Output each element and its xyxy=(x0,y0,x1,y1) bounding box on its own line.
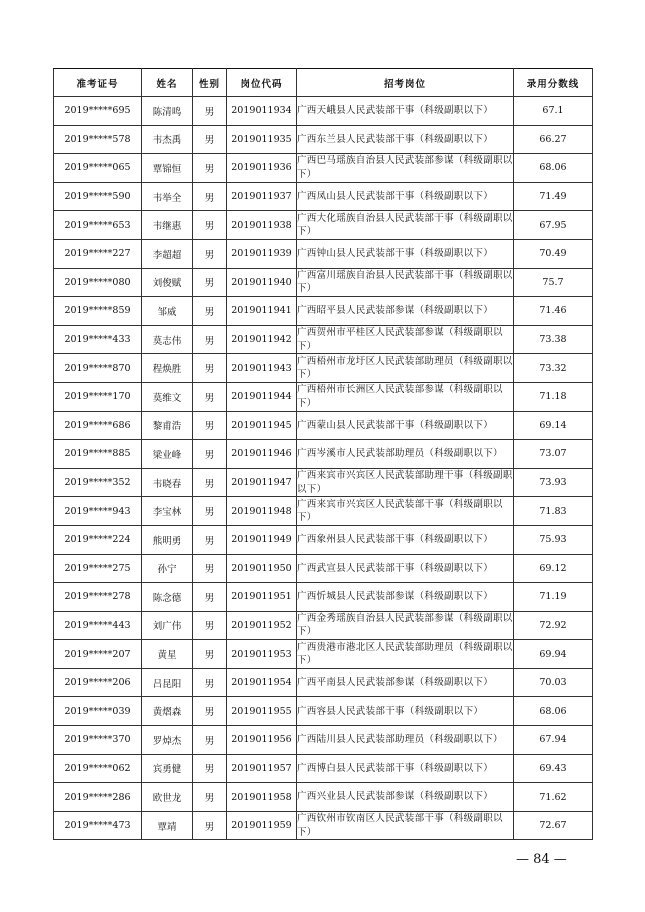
cell-sex: 男 xyxy=(193,239,227,268)
cell-sex: 男 xyxy=(193,154,227,183)
cell-position-code: 2019011953 xyxy=(227,640,297,669)
cell-exam-id: 2019*****227 xyxy=(54,239,142,268)
cell-score: 71.62 xyxy=(514,783,593,812)
cell-position: 广西忻城县人民武装部参谋（科级副职以下） xyxy=(297,583,514,612)
cell-exam-id: 2019*****859 xyxy=(54,297,142,326)
cell-position: 广西平南县人民武装部参谋（科级副职以下） xyxy=(297,668,514,697)
cell-exam-id: 2019*****039 xyxy=(54,697,142,726)
cell-sex: 男 xyxy=(193,382,227,411)
table-row xyxy=(54,811,593,840)
cell-exam-id: 2019*****590 xyxy=(54,182,142,211)
cell-score: 71.19 xyxy=(514,583,593,612)
cell-position-code: 2019011942 xyxy=(227,325,297,354)
table-row xyxy=(54,668,593,697)
table-row xyxy=(54,640,593,669)
cell-position: 广西博白县人民武装部干事（科级副职以下） xyxy=(297,754,514,783)
cell-sex: 男 xyxy=(193,754,227,783)
cell-score: 70.49 xyxy=(514,239,593,268)
cell-exam-id: 2019*****278 xyxy=(54,583,142,612)
table-row xyxy=(54,468,593,497)
cell-sex: 男 xyxy=(193,125,227,154)
cell-sex: 男 xyxy=(193,640,227,669)
table-row xyxy=(54,554,593,583)
cell-position: 广西蒙山县人民武装部干事（科级副职以下） xyxy=(297,411,514,440)
cell-position: 广西梧州市龙圩区人民武装部助理员（科级副职以下） xyxy=(297,354,514,383)
cell-score: 69.14 xyxy=(514,411,593,440)
cell-name: 李宝林 xyxy=(142,497,193,526)
cell-sex: 男 xyxy=(193,726,227,755)
cell-position-code: 2019011940 xyxy=(227,268,297,297)
cell-position: 广西天峨县人民武装部干事（科级副职以下） xyxy=(297,97,514,126)
cell-score: 71.46 xyxy=(514,297,593,326)
cell-position-code: 2019011949 xyxy=(227,525,297,554)
cell-name: 欧世龙 xyxy=(142,783,193,812)
cell-position: 广西大化瑶族自治县人民武装部干事（科级副职以下） xyxy=(297,211,514,240)
cell-sex: 男 xyxy=(193,611,227,640)
cell-sex: 男 xyxy=(193,697,227,726)
cell-position-code: 2019011936 xyxy=(227,154,297,183)
cell-exam-id: 2019*****206 xyxy=(54,668,142,697)
cell-position-code: 2019011951 xyxy=(227,583,297,612)
cell-exam-id: 2019*****224 xyxy=(54,525,142,554)
cell-name: 刘广伟 xyxy=(142,611,193,640)
table-row xyxy=(54,697,593,726)
table-row xyxy=(54,268,593,297)
cell-name: 罗焯杰 xyxy=(142,726,193,755)
cell-position: 广西钟山县人民武装部干事（科级副职以下） xyxy=(297,239,514,268)
cell-position: 广西兴业县人民武装部参谋（科级副职以下） xyxy=(297,783,514,812)
cell-sex: 男 xyxy=(193,97,227,126)
table-row xyxy=(54,440,593,469)
cell-position-code: 2019011954 xyxy=(227,668,297,697)
cell-exam-id: 2019*****080 xyxy=(54,268,142,297)
cell-sex: 男 xyxy=(193,468,227,497)
cell-position: 广西金秀瑶族自治县人民武装部参谋（科级副职以下） xyxy=(297,611,514,640)
table-row xyxy=(54,97,593,126)
admission-table xyxy=(53,68,593,840)
cell-position-code: 2019011952 xyxy=(227,611,297,640)
cell-name: 陈清鸣 xyxy=(142,97,193,126)
cell-exam-id: 2019*****443 xyxy=(54,611,142,640)
cell-position-code: 2019011934 xyxy=(227,97,297,126)
table-row xyxy=(54,525,593,554)
cell-score: 70.03 xyxy=(514,668,593,697)
cell-exam-id: 2019*****170 xyxy=(54,382,142,411)
header-score: 录用分数线 xyxy=(514,69,593,97)
cell-position: 广西钦州市钦南区人民武装部干事（科级副职以下） xyxy=(297,811,514,840)
cell-position-code: 2019011946 xyxy=(227,440,297,469)
cell-position-code: 2019011945 xyxy=(227,411,297,440)
cell-score: 71.49 xyxy=(514,182,593,211)
table-row xyxy=(54,211,593,240)
table-row xyxy=(54,783,593,812)
cell-position: 广西巴马瑶族自治县人民武装部参谋（科级副职以下） xyxy=(297,154,514,183)
cell-sex: 男 xyxy=(193,554,227,583)
cell-position-code: 2019011947 xyxy=(227,468,297,497)
cell-sex: 男 xyxy=(193,497,227,526)
cell-sex: 男 xyxy=(193,440,227,469)
table-row xyxy=(54,754,593,783)
cell-exam-id: 2019*****653 xyxy=(54,211,142,240)
cell-sex: 男 xyxy=(193,297,227,326)
table-row xyxy=(54,239,593,268)
table-row xyxy=(54,354,593,383)
cell-exam-id: 2019*****433 xyxy=(54,325,142,354)
cell-exam-id: 2019*****870 xyxy=(54,354,142,383)
cell-name: 覃靖 xyxy=(142,811,193,840)
cell-score: 72.67 xyxy=(514,811,593,840)
cell-position-code: 2019011958 xyxy=(227,783,297,812)
cell-position-code: 2019011935 xyxy=(227,125,297,154)
cell-name: 陈念德 xyxy=(142,583,193,612)
cell-name: 邹威 xyxy=(142,297,193,326)
cell-exam-id: 2019*****207 xyxy=(54,640,142,669)
cell-score: 73.38 xyxy=(514,325,593,354)
table-row xyxy=(54,382,593,411)
table-row xyxy=(54,154,593,183)
cell-position: 广西岑溪市人民武装部助理员（科级副职以下） xyxy=(297,440,514,469)
cell-sex: 男 xyxy=(193,525,227,554)
table-row xyxy=(54,182,593,211)
cell-name: 韦举全 xyxy=(142,182,193,211)
table-row xyxy=(54,297,593,326)
cell-sex: 男 xyxy=(193,583,227,612)
cell-exam-id: 2019*****885 xyxy=(54,440,142,469)
cell-score: 67.95 xyxy=(514,211,593,240)
table-header-row xyxy=(54,69,593,97)
cell-position-code: 2019011950 xyxy=(227,554,297,583)
table-row xyxy=(54,726,593,755)
cell-score: 69.94 xyxy=(514,640,593,669)
cell-position: 广西贺州市平桂区人民武装部参谋（科级副职以下） xyxy=(297,325,514,354)
cell-sex: 男 xyxy=(193,811,227,840)
cell-exam-id: 2019*****578 xyxy=(54,125,142,154)
cell-position-code: 2019011941 xyxy=(227,297,297,326)
cell-exam-id: 2019*****286 xyxy=(54,783,142,812)
cell-position-code: 2019011957 xyxy=(227,754,297,783)
header-name: 姓名 xyxy=(142,69,193,97)
table-row xyxy=(54,125,593,154)
cell-score: 68.06 xyxy=(514,154,593,183)
cell-position: 广西武宣县人民武装部干事（科级副职以下） xyxy=(297,554,514,583)
cell-name: 黎甫浩 xyxy=(142,411,193,440)
cell-name: 梁业峰 xyxy=(142,440,193,469)
header-position-code: 岗位代码 xyxy=(227,69,297,97)
cell-position: 广西昭平县人民武装部参谋（科级副职以下） xyxy=(297,297,514,326)
header-position: 招考岗位 xyxy=(297,69,514,97)
cell-name: 莫志伟 xyxy=(142,325,193,354)
cell-position-code: 2019011938 xyxy=(227,211,297,240)
cell-position: 广西象州县人民武装部干事（科级副职以下） xyxy=(297,525,514,554)
cell-name: 韦继惠 xyxy=(142,211,193,240)
cell-name: 孙宁 xyxy=(142,554,193,583)
cell-position-code: 2019011955 xyxy=(227,697,297,726)
cell-score: 72.92 xyxy=(514,611,593,640)
cell-score: 71.18 xyxy=(514,382,593,411)
header-exam-id: 准考证号 xyxy=(54,69,142,97)
cell-score: 69.43 xyxy=(514,754,593,783)
cell-sex: 男 xyxy=(193,211,227,240)
cell-name: 莫维文 xyxy=(142,382,193,411)
cell-position: 广西陆川县人民武装部助理员（科级副职以下） xyxy=(297,726,514,755)
cell-sex: 男 xyxy=(193,411,227,440)
cell-exam-id: 2019*****065 xyxy=(54,154,142,183)
cell-name: 覃锦恒 xyxy=(142,154,193,183)
cell-position: 广西凤山县人民武装部干事（科级副职以下） xyxy=(297,182,514,211)
cell-position: 广西来宾市兴宾区人民武装部助理干事（科级副职以下） xyxy=(297,468,514,497)
cell-score: 67.1 xyxy=(514,97,593,126)
cell-position-code: 2019011943 xyxy=(227,354,297,383)
cell-position: 广西容县人民武装部干事（科级副职以下） xyxy=(297,697,514,726)
cell-name: 黄星 xyxy=(142,640,193,669)
table-row xyxy=(54,325,593,354)
cell-sex: 男 xyxy=(193,354,227,383)
table-row xyxy=(54,583,593,612)
cell-position: 广西来宾市兴宾区人民武装部干事（科级副职以下） xyxy=(297,497,514,526)
cell-sex: 男 xyxy=(193,668,227,697)
cell-position-code: 2019011959 xyxy=(227,811,297,840)
cell-score: 73.32 xyxy=(514,354,593,383)
cell-exam-id: 2019*****352 xyxy=(54,468,142,497)
cell-score: 75.7 xyxy=(514,268,593,297)
cell-exam-id: 2019*****943 xyxy=(54,497,142,526)
cell-name: 吕昆阳 xyxy=(142,668,193,697)
cell-score: 68.06 xyxy=(514,697,593,726)
cell-name: 宾勇健 xyxy=(142,754,193,783)
cell-name: 黄熠森 xyxy=(142,697,193,726)
cell-position-code: 2019011944 xyxy=(227,382,297,411)
cell-score: 69.12 xyxy=(514,554,593,583)
cell-position-code: 2019011939 xyxy=(227,239,297,268)
cell-exam-id: 2019*****695 xyxy=(54,97,142,126)
cell-position: 广西东兰县人民武装部干事（科级副职以下） xyxy=(297,125,514,154)
header-sex: 性别 xyxy=(193,69,227,97)
cell-sex: 男 xyxy=(193,783,227,812)
cell-name: 李超超 xyxy=(142,239,193,268)
cell-exam-id: 2019*****473 xyxy=(54,811,142,840)
cell-name: 刘俊赋 xyxy=(142,268,193,297)
cell-score: 66.27 xyxy=(514,125,593,154)
cell-score: 73.93 xyxy=(514,468,593,497)
cell-position-code: 2019011956 xyxy=(227,726,297,755)
table-row xyxy=(54,611,593,640)
cell-score: 75.93 xyxy=(514,525,593,554)
cell-name: 韦晓春 xyxy=(142,468,193,497)
cell-sex: 男 xyxy=(193,182,227,211)
cell-name: 韦杰禹 xyxy=(142,125,193,154)
cell-position-code: 2019011948 xyxy=(227,497,297,526)
cell-name: 程焕胜 xyxy=(142,354,193,383)
cell-position: 广西贵港市港北区人民武装部助理员（科级副职以下） xyxy=(297,640,514,669)
table-row xyxy=(54,411,593,440)
cell-position: 广西梧州市长洲区人民武装部参谋（科级副职以下） xyxy=(297,382,514,411)
cell-position-code: 2019011937 xyxy=(227,182,297,211)
cell-position: 广西富川瑶族自治县人民武装部干事（科级副职以下） xyxy=(297,268,514,297)
cell-sex: 男 xyxy=(193,325,227,354)
cell-score: 67.94 xyxy=(514,726,593,755)
cell-sex: 男 xyxy=(193,268,227,297)
cell-score: 73.07 xyxy=(514,440,593,469)
cell-exam-id: 2019*****062 xyxy=(54,754,142,783)
cell-name: 熊明勇 xyxy=(142,525,193,554)
cell-exam-id: 2019*****686 xyxy=(54,411,142,440)
table-row xyxy=(54,497,593,526)
page-number: — 84 — xyxy=(516,852,567,867)
cell-score: 71.83 xyxy=(514,497,593,526)
cell-exam-id: 2019*****370 xyxy=(54,726,142,755)
cell-exam-id: 2019*****275 xyxy=(54,554,142,583)
